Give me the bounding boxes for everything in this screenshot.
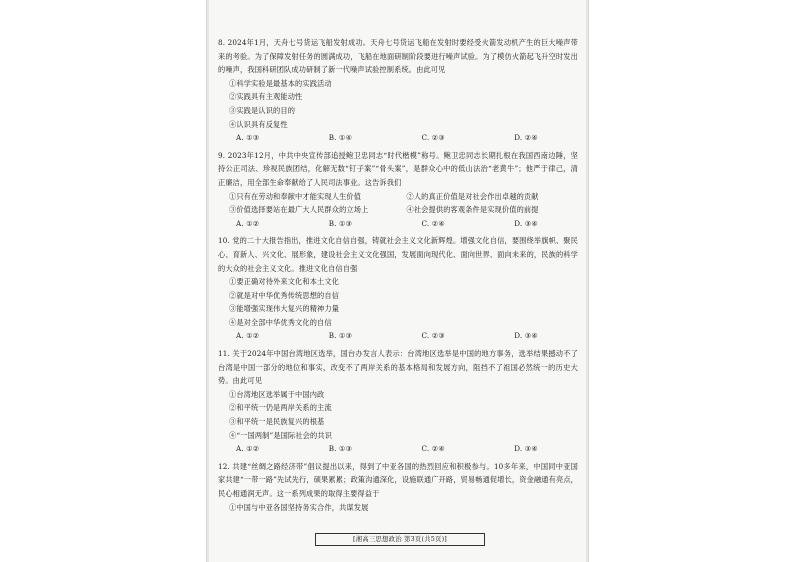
question-stem: 10. 党的二十大报告指出，推进文化自信自强，铸就社会主义文化新辉煌。增强文化自信，要围绕举旗帜、聚民心、育新人、兴文化、展形象，建设社会主义文化强国，发展面向现代化、面向世界、面向未来的，民族的科学的大众的社会主义文化。推进文化自信自强 — [218, 236, 578, 273]
choice-a: A. ①② — [236, 331, 260, 341]
question-stem: 9. 2023年12月，中共中央宣传部追授鲍卫忠同志“时代楷模”称号。鲍卫忠同志长期扎根在我国西南边陲，坚持公正司法、珍视民族团结，化解无数“钉子案”“骨头案”，是群众心中的低山法治“老黄牛”；他严于律己，清正廉洁，用全部生命奉献给了人民司法事业。这告诉我们 — [218, 150, 578, 187]
option: ②实践具有主观能动性 — [229, 92, 303, 102]
answer-choices — [218, 442, 578, 456]
scan-edge-left — [207, 0, 209, 562]
question-8 — [218, 36, 578, 145]
choice-d: D. ③④ — [514, 331, 538, 341]
option: ④“一国两制”是国际社会的共识 — [229, 430, 333, 440]
question-stem: 11. 关于2024年中国台湾地区选举，国台办发言人表示：台湾地区选举是中国的地方事务，选举结果撼动不了台湾是中国一部分的地位和事实，改变不了两岸关系的基本格局和发展方向，阻挡不了祖国必然统一的历史大势。由此可见 — [218, 349, 578, 386]
choice-d: D. ②④ — [514, 133, 538, 143]
option-grid — [218, 190, 578, 217]
answer-choices — [218, 329, 578, 343]
choice-a: A. ①② — [236, 218, 260, 228]
option: ①只有在劳动和奉献中才能实现人生价值 — [229, 191, 362, 201]
question-9 — [218, 149, 578, 231]
option: ①科学实验是最基本的实践活动 — [229, 78, 332, 88]
choice-c: C. ②③ — [421, 133, 445, 143]
choice-c: C. ②③ — [421, 331, 445, 341]
option: ②就是对中华优秀传统思想的自信 — [229, 290, 340, 300]
option: ③实践是认识的目的 — [229, 105, 296, 115]
question-stem: 12. 共建“丝绸之路经济带”倡议提出以来，得到了中亚各国的热烈回应和积极参与。10多年来，中国同中亚国家共建“一带一路”先试先行，硕果累累；政策沟通深化，设施联通广开路，贸易畅通促增长，资金融通有亮点，民心相通润无声。这一系列成果的取得主要得益于 — [218, 461, 578, 498]
answer-choices — [218, 217, 578, 231]
choice-a: A. ①③ — [236, 133, 260, 143]
scan-edge-right — [586, 0, 588, 562]
question-10 — [218, 234, 578, 343]
choice-b: B. ①③ — [328, 444, 353, 454]
question-11 — [218, 347, 578, 456]
option: ④社会提供的客观条件是实现价值的前提 — [406, 205, 539, 215]
option: ②人的真正价值是对社会作出卓越的贡献 — [406, 191, 539, 201]
choice-d: D. ③④ — [514, 218, 538, 228]
option: ④是对全部中华优秀文化的自信 — [229, 317, 332, 327]
question-list — [218, 36, 578, 514]
option: ①要正确对待外来文化和本土文化 — [229, 277, 340, 287]
answer-choices — [218, 131, 578, 145]
option: ①中国与中亚各国坚持务实合作，共谋发展 — [229, 502, 369, 512]
choice-b: B. ①③ — [328, 218, 353, 228]
page-footer: [湘高三思想政治 第3页(共5页)] — [315, 533, 485, 546]
choice-d: D. ③④ — [514, 444, 538, 454]
option: ③能增强实现伟大复兴的精神力量 — [229, 304, 340, 314]
choice-c: C. ②④ — [421, 218, 445, 228]
choice-a: A. ①② — [236, 444, 260, 454]
exam-page — [207, 0, 588, 562]
choice-c: C. ②④ — [421, 444, 445, 454]
question-stem: 8. 2024年1月，天舟七号货运飞船发射成功。天舟七号货运飞船在发射时要经受火箭发动机产生的巨大噪声带来的考验。为了保障发射任务的圆满成功，飞船在地面研制阶段要进行噪声试验。为了模仿火箭起飞升空时发出的噪声，我国科研团队成功研制了新一代噪声试验控制系统。由此可见 — [218, 38, 578, 75]
question-12 — [218, 460, 578, 514]
option: ③和平统一是民族复兴的根基 — [229, 417, 325, 427]
option: ②和平统一仍是两岸关系的主流 — [229, 403, 332, 413]
option: ①台湾地区选举属于中国内政 — [229, 389, 325, 399]
choice-b: B. ①③ — [328, 331, 353, 341]
choice-b: B. ①④ — [328, 133, 353, 143]
option: ③价值选择要站在最广大人民群众的立场上 — [229, 205, 369, 215]
option: ④认识具有反复性 — [229, 119, 288, 129]
